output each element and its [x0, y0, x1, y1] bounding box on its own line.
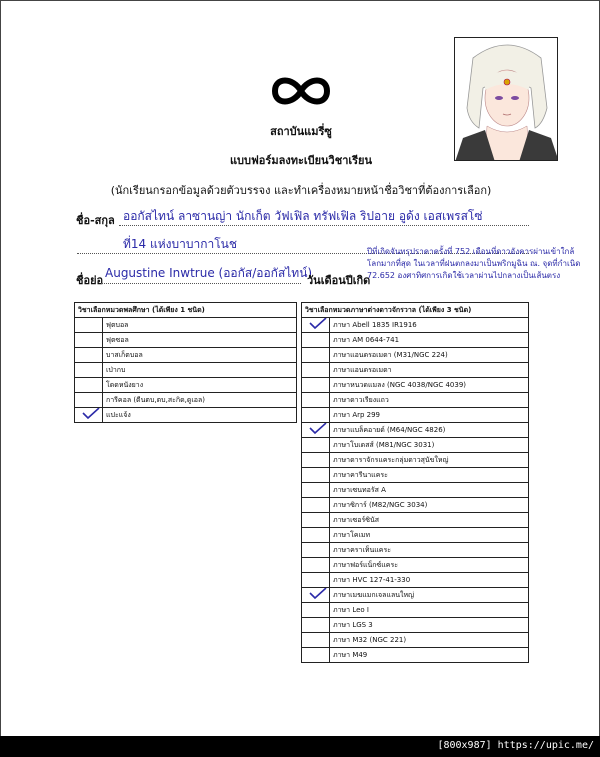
language-elective-row — [302, 543, 529, 558]
language-elective-checkbox[interactable] — [302, 633, 330, 648]
language-elective-row — [302, 333, 529, 348]
language-elective-row — [302, 513, 529, 528]
language-elective-checkbox[interactable] — [302, 408, 330, 423]
nickname-line — [101, 283, 301, 284]
language-elective-row — [302, 363, 529, 378]
pe-elective-row — [75, 318, 297, 333]
language-elective-row — [302, 318, 529, 333]
language-elective-row — [302, 453, 529, 468]
institute-name: สถาบันแมรี่ซู — [270, 125, 332, 138]
language-elective-label: ภาษาแบล็คอายด์ (M64/NGC 4826) — [330, 423, 529, 438]
language-elective-label: ภาษาฟอร์แน็กซ์แคระ — [330, 558, 529, 573]
pe-elective-label: เป่ากบ — [103, 363, 297, 378]
alien-language-header: วิชาเลือกหมวดภาษาต่างดาวจักรวาล (ได้เพียง 3 ชนิด) — [302, 303, 529, 318]
pe-elective-checkbox[interactable] — [75, 393, 103, 408]
language-elective-label: ภาษา HVC 127-41-330 — [330, 573, 529, 588]
language-elective-row — [302, 528, 529, 543]
language-elective-label: ภาษาโคเมท — [330, 528, 529, 543]
pe-elective-row — [75, 348, 297, 363]
language-elective-row — [302, 348, 529, 363]
checkmark-icon — [308, 588, 328, 601]
language-elective-checkbox[interactable] — [302, 363, 330, 378]
language-elective-checkbox[interactable] — [302, 528, 330, 543]
language-elective-label: ภาษา AM 0644-741 — [330, 333, 529, 348]
pe-elective-row — [75, 393, 297, 408]
language-elective-label: ภาษา M49 — [330, 648, 529, 663]
language-elective-checkbox[interactable] — [302, 318, 330, 333]
language-elective-label: ภาษาหนวดแมลง (NGC 4038/NGC 4039) — [330, 378, 529, 393]
pe-elective-checkbox[interactable] — [75, 363, 103, 378]
dob-label: วันเดือนปีเกิด — [307, 274, 371, 287]
pe-elective-label: บาสเก็ตบอล — [103, 348, 297, 363]
language-elective-checkbox[interactable] — [302, 543, 330, 558]
pe-electives-table — [74, 302, 297, 423]
language-elective-row — [302, 498, 529, 513]
language-elective-checkbox[interactable] — [302, 348, 330, 363]
language-elective-checkbox[interactable] — [302, 603, 330, 618]
language-elective-row — [302, 468, 529, 483]
language-elective-checkbox[interactable] — [302, 618, 330, 633]
checkmark-icon — [308, 318, 328, 331]
checkmark-icon — [81, 408, 101, 421]
form-title: แบบฟอร์มลงทะเบียนวิชาเรียน — [229, 154, 373, 167]
name-line — [119, 225, 529, 226]
pe-electives-header: วิชาเลือกหมวดพลศึกษา (ได้เพียง 1 ชนิด) — [75, 303, 297, 318]
language-elective-row — [302, 378, 529, 393]
language-elective-label: ภาษาเซอร์ซินัส — [330, 513, 529, 528]
language-elective-checkbox[interactable] — [302, 378, 330, 393]
infinity-logo-icon — [271, 71, 331, 111]
nickname-value[interactable]: Augustine Inwtrue (ออกัส/ออกัสไทน์) — [105, 266, 313, 280]
language-elective-checkbox[interactable] — [302, 483, 330, 498]
pe-elective-row — [75, 363, 297, 378]
language-elective-label: ภาษาดาวเรียงแถว — [330, 393, 529, 408]
name-value[interactable]: ออกัสไทน์ ลาซานญ่า นักเก็ต วัฟเฟิล ทรัฟเฟิล ริปอาย อูด้ง เอสเพรสโซ่ — [123, 209, 483, 223]
language-elective-checkbox[interactable] — [302, 468, 330, 483]
language-elective-checkbox[interactable] — [302, 423, 330, 438]
pe-elective-checkbox[interactable] — [75, 348, 103, 363]
pe-elective-label: ฟุตซอล — [103, 333, 297, 348]
language-elective-row — [302, 423, 529, 438]
language-elective-row — [302, 573, 529, 588]
language-elective-label: ภาษา LGS 3 — [330, 618, 529, 633]
alien-language-electives-table — [301, 302, 529, 663]
language-elective-label: ภาษาแอนดรอเมดา — [330, 363, 529, 378]
pe-elective-label: การีคอล (ตีนตบ,ตบ,สะกิด,ดูเอล) — [103, 393, 297, 408]
form-instruction: (นักเรียนกรอกข้อมูลด้วยตัวบรรจง และทำเครื่องหมายหน้าชื่อวิชาที่ต้องการเลือก) — [110, 184, 492, 197]
pe-elective-row — [75, 333, 297, 348]
language-elective-label: ภาษาดาราจักรแคระกลุ่มดาวสุนัขใหญ่ — [330, 453, 529, 468]
language-elective-row — [302, 618, 529, 633]
pe-elective-label: แปะแจ้ง — [103, 408, 297, 423]
language-elective-checkbox[interactable] — [302, 498, 330, 513]
language-elective-checkbox[interactable] — [302, 333, 330, 348]
language-elective-label: ภาษาเมฆแมกเจลแลนใหญ่ — [330, 588, 529, 603]
language-elective-label: ภาษาเซนทอรัส A — [330, 483, 529, 498]
language-elective-label: ภาษาคราเท็นแคระ — [330, 543, 529, 558]
language-elective-label: ภาษาคารีนาแคระ — [330, 468, 529, 483]
student-portrait — [454, 37, 558, 161]
name-value-continued[interactable]: ที่14 แห่งบาบากาโนช — [123, 237, 238, 251]
language-elective-row — [302, 408, 529, 423]
pe-elective-row — [75, 408, 297, 423]
language-elective-checkbox[interactable] — [302, 513, 330, 528]
language-elective-label: ภาษา Abell 1835 IR1916 — [330, 318, 529, 333]
footer-watermark: [800x987] https://upic.me/ — [437, 740, 594, 751]
dob-value[interactable]: ปีที่เกิดจันทรุปราคาครั้งที่ 752 เดือนที่ดาวอังคารผ่านเข้าใกล้โลกมากที่สุด ในเวลาที่ฝนตกลงมาเป็นพริกมูฉิน ณ. จุดที่กำเนิด 72.652 องศาทิศการเกิดใช้เวลาผ่านไปกลางเป็นเส้นตรง — [367, 247, 581, 280]
nickname-label: ชื่อย่อ — [76, 274, 104, 287]
language-elective-label: ภาษา Leo I — [330, 603, 529, 618]
name-label: ชื่อ-สกุล — [76, 214, 115, 227]
pe-elective-checkbox[interactable] — [75, 333, 103, 348]
language-elective-checkbox[interactable] — [302, 558, 330, 573]
language-elective-label: ภาษาแอนดรอเมดา (M31/NGC 224) — [330, 348, 529, 363]
language-elective-label: ภาษา M32 (NGC 221) — [330, 633, 529, 648]
language-elective-row — [302, 603, 529, 618]
language-elective-row — [302, 438, 529, 453]
language-elective-row — [302, 558, 529, 573]
pe-elective-row — [75, 378, 297, 393]
checkmark-icon — [308, 423, 328, 436]
language-elective-checkbox[interactable] — [302, 588, 330, 603]
pe-elective-checkbox[interactable] — [75, 408, 103, 423]
language-elective-label: ภาษาซิการ์ (M82/NGC 3034) — [330, 498, 529, 513]
language-elective-label: ภาษาโบเดสส์ (M81/NGC 3031) — [330, 438, 529, 453]
language-elective-checkbox[interactable] — [302, 573, 330, 588]
pe-elective-checkbox[interactable] — [75, 318, 103, 333]
language-elective-checkbox[interactable] — [302, 393, 330, 408]
language-elective-row — [302, 393, 529, 408]
language-elective-row — [302, 633, 529, 648]
language-elective-checkbox[interactable] — [302, 648, 330, 663]
language-elective-label: ภาษา Arp 299 — [330, 408, 529, 423]
language-elective-row — [302, 648, 529, 663]
language-elective-row — [302, 588, 529, 603]
pe-elective-label: ฟุตบอล — [103, 318, 297, 333]
language-elective-row — [302, 483, 529, 498]
pe-elective-checkbox[interactable] — [75, 378, 103, 393]
pe-elective-label: โดดหนังยาง — [103, 378, 297, 393]
language-elective-checkbox[interactable] — [302, 453, 330, 468]
language-elective-checkbox[interactable] — [302, 438, 330, 453]
